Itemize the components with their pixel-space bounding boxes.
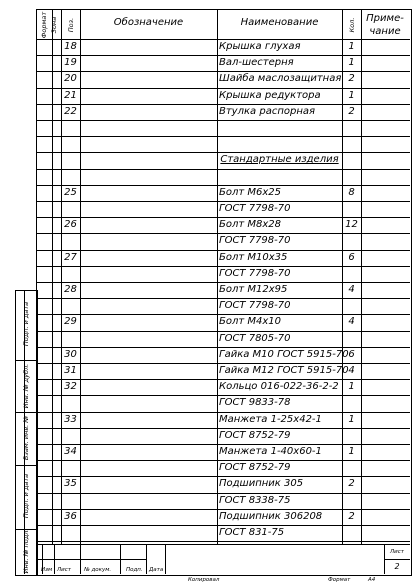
row-name: Подшипник 306208 xyxy=(219,510,323,522)
header-zone: Зона xyxy=(50,16,58,34)
row-name: Гайка М12 ГОСТ 5915-70 xyxy=(219,365,349,376)
row-name: ГОСТ 831-75 xyxy=(219,527,285,538)
row-qty: 2 xyxy=(348,478,355,490)
row-qty: 1 xyxy=(348,41,355,52)
row-name: Болт М10х35 xyxy=(219,251,288,263)
row-qty: 1 xyxy=(348,446,355,457)
row-name: ГОСТ 7805-70 xyxy=(219,332,291,344)
row-name: ГОСТ 7798-70 xyxy=(219,235,291,247)
row-pos: 28 xyxy=(64,284,77,295)
row-qty: 2 xyxy=(348,73,355,85)
row-name: ГОСТ 8752-79 xyxy=(219,429,291,441)
stamp-list: Лист xyxy=(57,567,71,573)
row-pos: 20 xyxy=(64,73,77,85)
row-pos: 36 xyxy=(64,510,77,522)
header-note: Приме- чание xyxy=(366,13,404,37)
row-pos: 27 xyxy=(64,251,77,263)
row-qty: 6 xyxy=(348,348,355,360)
row-qty: 1 xyxy=(348,57,355,69)
side-vzam-inv: Взам. инв. № xyxy=(22,415,30,461)
row-name: Вал-шестерня xyxy=(219,57,294,69)
stamp-list-label: Лист xyxy=(390,549,404,555)
row-pos: 19 xyxy=(64,57,77,69)
stamp-ndokum: № докум. xyxy=(84,567,112,573)
side-inv-podl: Инв. № подл. xyxy=(22,528,30,574)
row-name: Болт М6х25 xyxy=(219,186,282,198)
stamp-list-number: 2 xyxy=(394,562,400,571)
row-name: ГОСТ 7798-70 xyxy=(219,300,291,312)
row-pos: 34 xyxy=(64,446,77,457)
header-pos: Поз. xyxy=(67,17,75,33)
row-qty: 8 xyxy=(348,186,355,198)
row-qty: 4 xyxy=(348,365,355,376)
row-qty: 6 xyxy=(348,251,355,263)
footer-format: Формат xyxy=(328,577,351,583)
row-pos: 35 xyxy=(64,478,77,490)
row-pos: 26 xyxy=(64,219,77,231)
row-qty: 2 xyxy=(348,105,355,117)
header-name: Наименование xyxy=(240,17,319,28)
row-name: Болт М8х28 xyxy=(219,219,282,231)
row-qty: 4 xyxy=(348,316,355,328)
row-qty: 12 xyxy=(345,219,358,231)
row-name: Болт М12х95 xyxy=(219,284,288,295)
row-name: ГОСТ 7798-70 xyxy=(219,267,291,279)
row-name: Крышка глухая xyxy=(219,41,301,52)
row-pos: 18 xyxy=(64,41,77,52)
stamp-izm: Изм xyxy=(41,567,53,573)
row-name: Кольцо 016-022-36-2-2 xyxy=(219,381,339,393)
row-pos: 25 xyxy=(64,186,77,198)
row-name: Крышка редуктора xyxy=(219,89,321,101)
row-qty: 1 xyxy=(348,89,355,101)
header-format: Формат xyxy=(40,11,48,39)
row-name: Подшипник 305 xyxy=(219,478,304,490)
header-designation: Обозначение xyxy=(113,17,184,28)
side-podp-data-1: Подп. и дата xyxy=(22,301,30,347)
row-pos: 21 xyxy=(64,89,77,101)
row-name: ГОСТ 7798-70 xyxy=(219,203,291,214)
row-pos: 30 xyxy=(64,348,77,360)
row-qty: 1 xyxy=(348,381,355,393)
row-name: ГОСТ 8752-79 xyxy=(219,462,291,474)
stamp-podp: Подп. xyxy=(126,567,143,573)
row-qty: 1 xyxy=(348,413,355,425)
row-pos: 22 xyxy=(64,105,77,117)
row-name: Манжета 1-25х42-1 xyxy=(219,413,322,425)
row-qty: 2 xyxy=(348,510,355,522)
row-pos: 33 xyxy=(64,413,77,425)
row-pos: 29 xyxy=(64,316,77,328)
side-podp-data-2: Подп. и дата xyxy=(22,473,30,519)
row-name: Болт М4х10 xyxy=(219,316,282,328)
footer-format-value: А4 xyxy=(368,577,376,583)
row-name: Шайба маслозащитная xyxy=(219,73,342,85)
row-qty: 4 xyxy=(348,284,355,295)
row-name: ГОСТ 8338-75 xyxy=(219,494,291,506)
section-heading: Стандартные изделия xyxy=(220,154,339,166)
row-name: ГОСТ 9833-78 xyxy=(219,397,291,409)
row-name: Манжета 1-40х60-1 xyxy=(219,446,322,457)
header-qty: Кол. xyxy=(348,17,356,33)
stamp-data: Дата xyxy=(149,567,164,573)
row-pos: 31 xyxy=(64,365,77,376)
side-inv-dubl: Инв. № дубл. xyxy=(22,363,30,409)
row-name: Гайка М10 ГОСТ 5915-70 xyxy=(219,348,349,360)
row-name: Втулка распорная xyxy=(219,105,316,117)
row-pos: 32 xyxy=(64,381,77,393)
footer-kopiroval: Копировал xyxy=(188,577,220,583)
